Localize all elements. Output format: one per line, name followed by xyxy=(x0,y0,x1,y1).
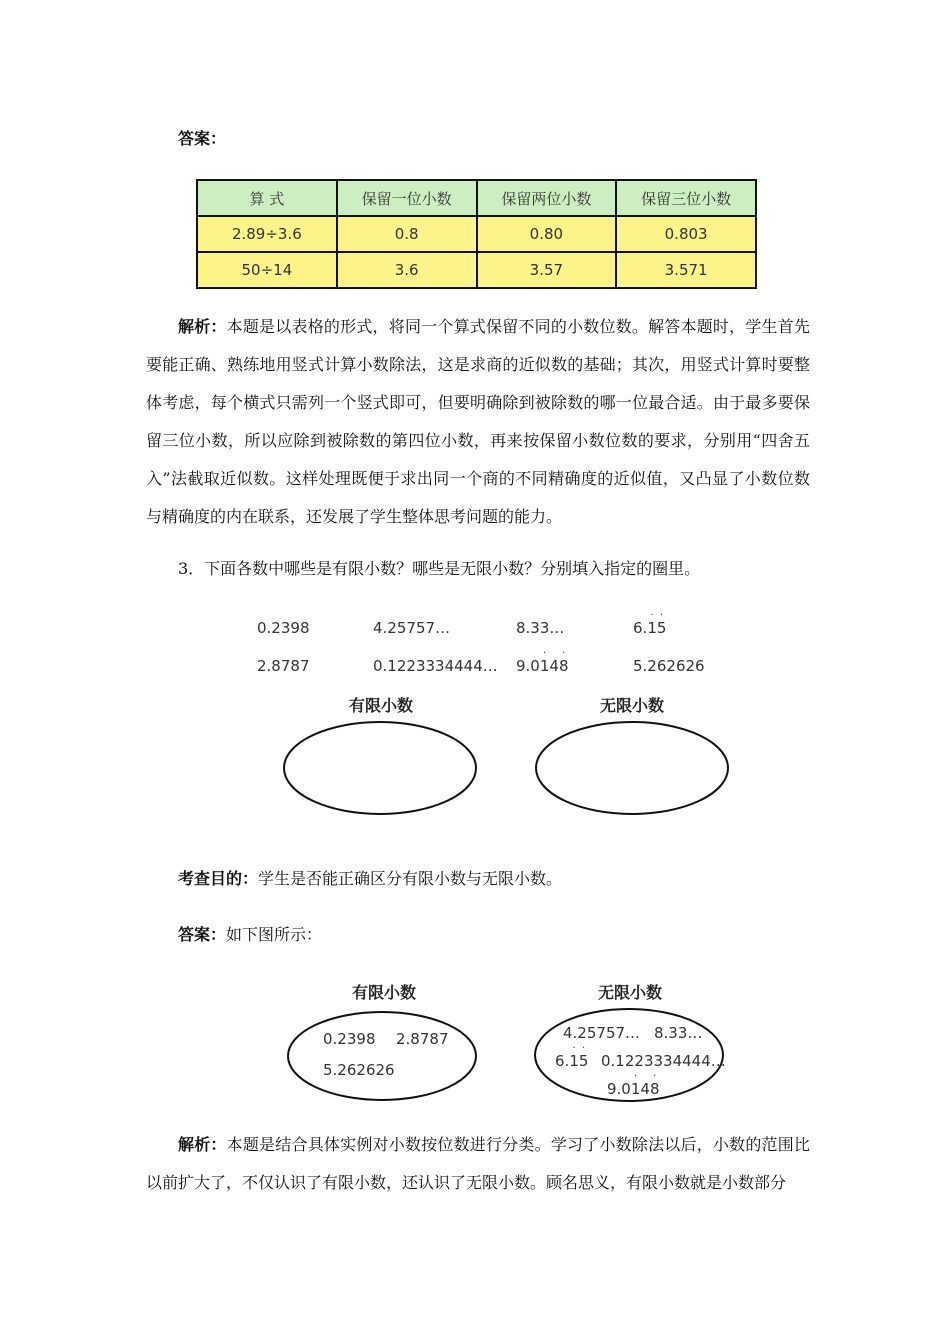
number-item: 8.33… xyxy=(516,619,565,637)
finite-decimal-label: 有限小数 xyxy=(352,983,417,1002)
table-cell: 0.80 xyxy=(477,216,617,252)
finite-ellipse xyxy=(288,1012,476,1100)
table-row xyxy=(197,216,756,252)
analysis-label: 解析： xyxy=(178,1135,227,1154)
number-part: 9.0 xyxy=(516,657,540,675)
empty-ellipses-figure xyxy=(280,718,740,822)
analysis-text: 本题是结合具体实例对小数按位数进行分类。学习了小数除法以后，小数的范围比以前扩大了，不仅认识了有限小数，还认识了无限小数。顾名思义，有限小数就是小数部分 xyxy=(146,1135,810,1192)
infinite-item: 8.33… xyxy=(654,1024,703,1042)
repeating-digit: · 8 xyxy=(649,1071,660,1098)
table-cell: 3.571 xyxy=(616,252,756,288)
answer-table xyxy=(196,179,757,289)
repeating-digit: · 1 xyxy=(539,648,550,675)
number-item-repeating xyxy=(516,648,569,675)
table-header-cell: 算 式 xyxy=(197,180,337,216)
number-item: 4.25757… xyxy=(373,619,451,637)
purpose-line xyxy=(178,868,562,890)
answer-2-line xyxy=(178,924,322,946)
number-item: 0.1223334444… xyxy=(373,657,498,675)
table-cell: 3.57 xyxy=(477,252,617,288)
finite-ellipse xyxy=(284,722,476,814)
purpose-text: 学生是否能正确区分有限小数与无限小数。 xyxy=(258,869,563,888)
number-part: 4 xyxy=(549,657,559,675)
repeating-digit: · 5 xyxy=(578,1043,589,1070)
repeating-digit: · 1 xyxy=(647,610,657,637)
answer-label: 答案： xyxy=(178,925,227,944)
number-part: 6. xyxy=(555,1052,570,1070)
table-header-cell: 保留两位小数 xyxy=(477,180,617,216)
finite-item: 2.8787 xyxy=(396,1030,449,1048)
table-header-cell: 保留三位小数 xyxy=(616,180,756,216)
table-header-row xyxy=(197,180,756,216)
number-item: 0.2398 xyxy=(257,619,310,637)
table-row xyxy=(197,252,756,288)
number-part: 9.0 xyxy=(607,1080,631,1098)
table-cell: 3.6 xyxy=(337,252,477,288)
infinite-item: 0.1223334444… xyxy=(601,1052,726,1070)
infinite-decimal-label: 无限小数 xyxy=(598,983,663,1002)
answer-text: 如下图所示： xyxy=(226,925,323,944)
table-cell: 0.803 xyxy=(616,216,756,252)
table-cell: 50÷14 xyxy=(197,252,337,288)
table-cell: 2.89÷3.6 xyxy=(197,216,337,252)
answer-label: 答案： xyxy=(178,129,227,148)
table-cell: 0.8 xyxy=(337,216,477,252)
finite-decimal-label: 有限小数 xyxy=(349,696,414,715)
repeating-digit: · 5 xyxy=(656,610,667,637)
number-item: 5.262626 xyxy=(633,657,705,675)
number-part: 6. xyxy=(633,619,648,637)
analysis-label: 解析： xyxy=(178,317,227,336)
infinite-item-repeating xyxy=(555,1043,589,1070)
repeating-digit: · 8 xyxy=(558,648,569,675)
number-part: 4 xyxy=(640,1080,650,1098)
number-item: 2.8787 xyxy=(257,657,310,675)
finite-item: 5.262626 xyxy=(323,1061,395,1079)
repeating-digit: · 1 xyxy=(569,1043,579,1070)
purpose-label: 考查目的： xyxy=(178,869,259,888)
question-3: 3．下面各数中哪些是有限小数？哪些是无限小数？分别填入指定的圈里。 xyxy=(178,559,701,578)
infinite-item: 4.25757… xyxy=(563,1024,641,1042)
finite-item: 0.2398 xyxy=(323,1030,376,1048)
infinite-item-repeating xyxy=(607,1071,660,1098)
analysis-text: 本题是以表格的形式，将同一个算式保留不同的小数位数。解答本题时，学生首先要能正确、熟练地用竖式计算小数除法，这是求商的近似数的基础；其次，用竖式计算时要整体考虑，每个横式只需列一个竖式即可，但要明确除到被除数的哪一位最合适。由于最多要保留三位小数，所以应除到被除数的第四位小数，再来按保留小数位数的要求，分别用“四舍五入”法截取近似数。这样处理既便于求出同一个商的不同精确度的近似值，又凸显了小数位数与精确度的内在联系，还发展了学生整体思考问题的能力。 xyxy=(146,317,810,526)
analysis-paragraph-1 xyxy=(146,308,810,536)
analysis-paragraph-2 xyxy=(146,1126,810,1202)
infinite-ellipse xyxy=(536,722,728,814)
infinite-decimal-label: 无限小数 xyxy=(600,696,665,715)
table-header-cell: 保留一位小数 xyxy=(337,180,477,216)
number-item-repeating xyxy=(633,610,667,637)
repeating-digit: · 1 xyxy=(630,1071,641,1098)
